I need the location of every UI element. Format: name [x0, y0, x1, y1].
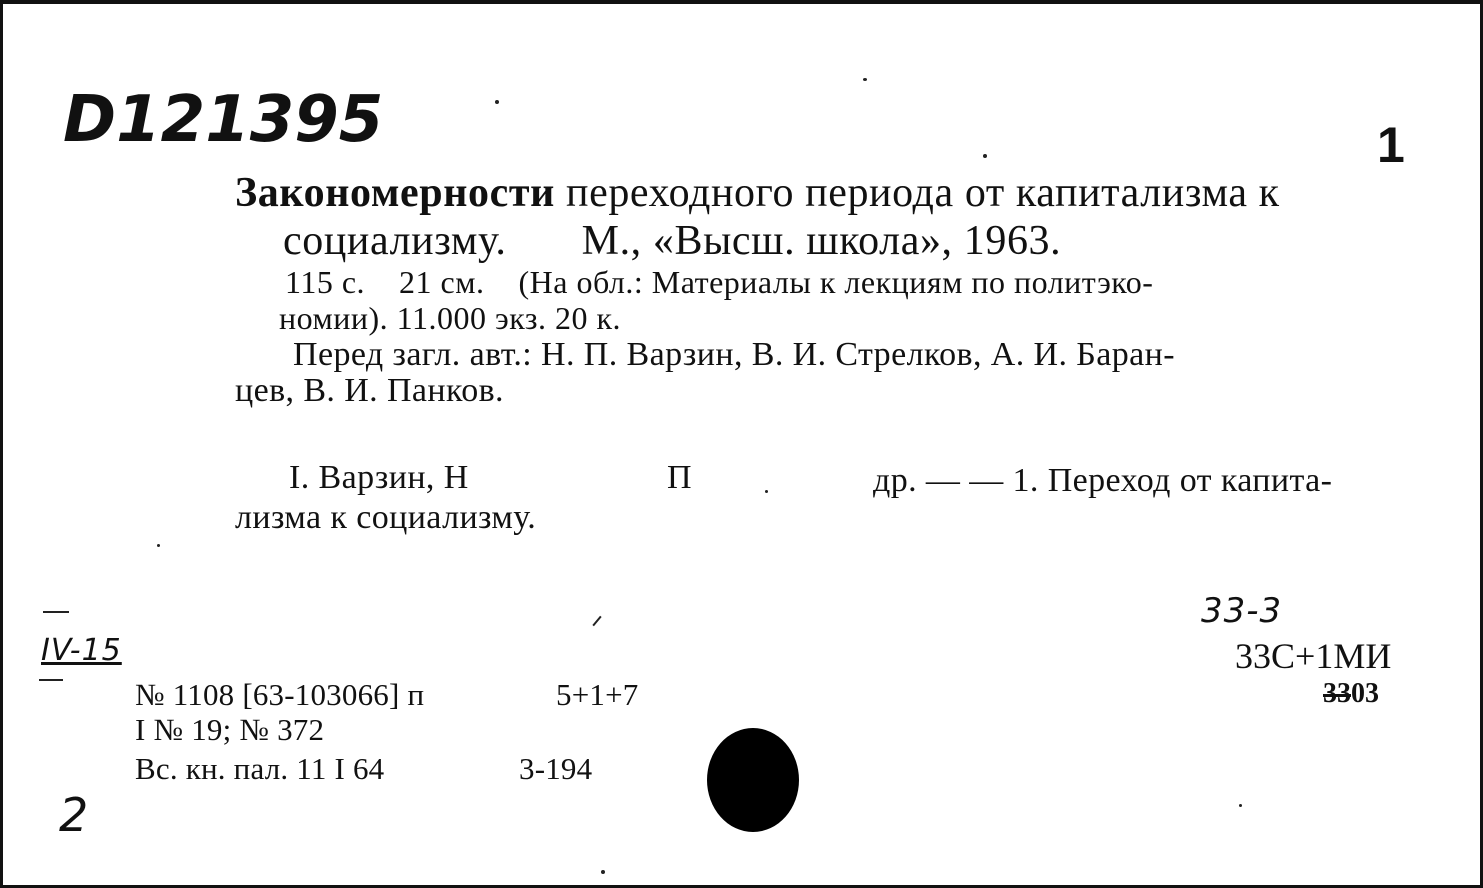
- handwritten-dash: [43, 611, 69, 613]
- speck-slash: [592, 616, 601, 626]
- tracing-author: I. Варзин, Н: [289, 459, 469, 496]
- code-3194: 3-194: [519, 751, 593, 786]
- classification-rest: 03: [1351, 678, 1379, 709]
- description-line-2: номии). 11.000 экз. 20 к.: [279, 300, 622, 336]
- speck: [1239, 804, 1242, 807]
- title-rest: переходного периода от капитализма к: [566, 170, 1280, 216]
- order-number: № 1108 [63-103066] п: [135, 677, 425, 712]
- speck: [983, 154, 987, 158]
- speck: [863, 78, 867, 81]
- authors-line-2: цев, В. И. Панков.: [235, 372, 504, 409]
- book-chamber-note: Вс. кн. пал. 11 I 64: [135, 751, 385, 786]
- description-line-1: 115 с. 21 см. (На обл.: Материалы к лекциям по политэко-: [285, 264, 1154, 300]
- speck: [157, 544, 160, 547]
- title-continuation: социализму.: [283, 218, 507, 264]
- title-bold: Закономерности: [235, 170, 555, 216]
- card-number: 1: [1377, 117, 1405, 173]
- classification-secondary: [1323, 680, 1379, 708]
- punch-hole: [707, 728, 799, 832]
- handwritten-classification: 33-3: [1201, 591, 1283, 631]
- classification-struck: 33: [1323, 678, 1351, 709]
- authors-line-1: Перед загл. авт.: Н. П. Варзин, В. И. Стрелков, А. И. Баран-: [293, 336, 1175, 373]
- order-count: 5+1+7: [556, 677, 639, 712]
- handwritten-number-2: 2: [59, 788, 90, 842]
- classification-main: 33С+1МИ: [1235, 636, 1392, 676]
- handwritten-underline: [39, 679, 63, 681]
- speck: [765, 490, 768, 493]
- speck: [495, 100, 499, 104]
- tracing-subject: др. — — 1. Переход от капита-: [873, 462, 1333, 499]
- handwritten-code: D121395: [63, 83, 384, 157]
- issue-numbers: I № 19; № 372: [135, 712, 325, 747]
- title-line-1: [235, 172, 1280, 214]
- speck: [601, 870, 605, 874]
- title-line-2: [283, 220, 1061, 262]
- imprint: М., «Высш. школа», 1963.: [581, 218, 1062, 264]
- tracing-line-2: лизма к социализму.: [235, 499, 537, 536]
- tracing-initial: П: [667, 459, 692, 496]
- handwritten-note-left: IV-15: [41, 633, 122, 668]
